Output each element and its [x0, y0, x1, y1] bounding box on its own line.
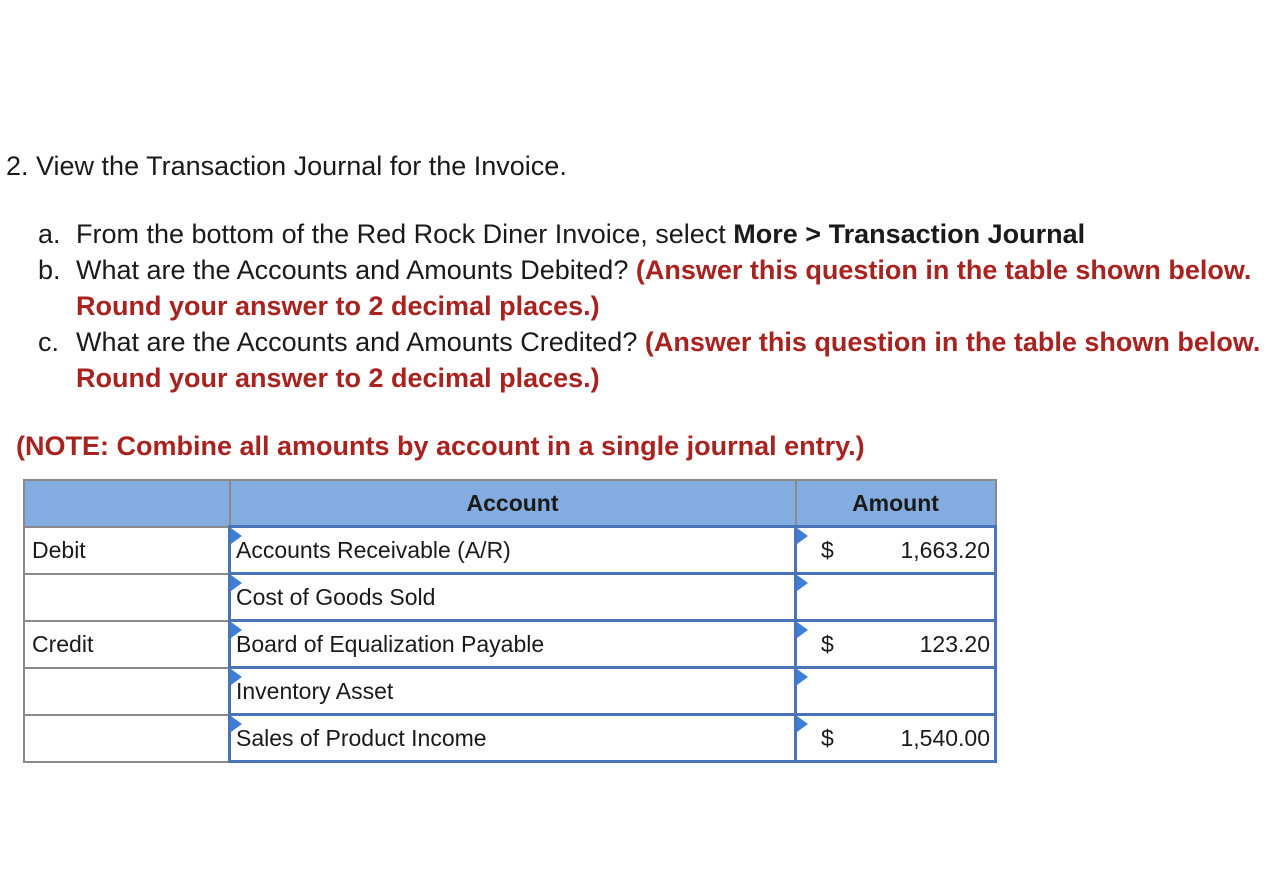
menu-separator: >	[797, 219, 829, 249]
currency-symbol: $	[821, 724, 834, 751]
row-label: Credit	[24, 621, 230, 668]
step-text	[76, 216, 1278, 252]
dropdown-marker-icon	[797, 669, 808, 685]
amount-input[interactable]	[796, 668, 996, 715]
step-b-text: What are the Accounts and Amounts Debited?	[76, 255, 636, 285]
step-letter: b.	[38, 255, 61, 285]
steps-list	[38, 216, 1278, 396]
table-row	[24, 574, 996, 621]
table-row	[24, 621, 996, 668]
menu-more: More	[733, 219, 798, 249]
account-select[interactable]	[230, 668, 796, 715]
account-value: Inventory Asset	[236, 677, 394, 704]
amount-input[interactable]	[796, 715, 996, 762]
dropdown-marker-icon	[797, 528, 808, 544]
header-amount: Amount	[796, 480, 996, 527]
header-label	[24, 480, 230, 527]
step-c-text: What are the Accounts and Amounts Credited?	[76, 327, 645, 357]
amount-value: 123.20	[919, 630, 990, 657]
step-a-text: From the bottom of the Red Rock Diner Invoice, select	[76, 219, 734, 249]
step-c	[38, 324, 1278, 396]
step-a	[38, 216, 1278, 252]
combine-note: (NOTE: Combine all amounts by account in a single journal entry.)	[16, 431, 865, 461]
account-value: Cost of Goods Sold	[236, 583, 436, 610]
step-letter: c.	[38, 327, 60, 357]
row-label	[24, 715, 230, 762]
account-select[interactable]	[230, 621, 796, 668]
dropdown-marker-icon	[797, 622, 808, 638]
table-header-row	[24, 480, 996, 527]
table-row	[24, 527, 996, 574]
account-value: Accounts Receivable (A/R)	[236, 536, 511, 563]
dropdown-marker-icon	[231, 528, 242, 544]
currency-symbol: $	[821, 536, 834, 563]
dropdown-marker-icon	[797, 716, 808, 732]
account-select[interactable]	[230, 527, 796, 574]
step-b	[38, 252, 1278, 324]
dropdown-marker-icon	[231, 575, 242, 591]
dropdown-marker-icon	[231, 622, 242, 638]
amount-value: 1,663.20	[900, 536, 990, 563]
amount-input[interactable]	[796, 574, 996, 621]
currency-symbol: $	[821, 630, 834, 657]
table-row	[24, 668, 996, 715]
account-value: Board of Equalization Payable	[236, 630, 545, 657]
dropdown-marker-icon	[797, 575, 808, 591]
amount-value: 1,540.00	[900, 724, 990, 751]
step-text	[76, 324, 1278, 396]
journal-table	[23, 479, 997, 763]
account-select[interactable]	[230, 715, 796, 762]
amount-input[interactable]	[796, 527, 996, 574]
row-label	[24, 574, 230, 621]
question-heading: 2. View the Transaction Journal for the Invoice.	[6, 151, 567, 181]
row-label: Debit	[24, 527, 230, 574]
dropdown-marker-icon	[231, 669, 242, 685]
amount-input[interactable]	[796, 621, 996, 668]
header-account: Account	[230, 480, 796, 527]
account-value: Sales of Product Income	[236, 724, 487, 751]
row-label	[24, 668, 230, 715]
menu-transaction-journal: Transaction Journal	[828, 219, 1086, 249]
step-b-note: (Answer this question in the table shown below. Round your answer to 2 decimal places.)	[76, 255, 1252, 321]
table-row	[24, 715, 996, 762]
step-letter: a.	[38, 219, 61, 249]
step-text	[76, 252, 1278, 324]
step-c-note: (Answer this question in the table shown below. Round your answer to 2 decimal places.)	[76, 327, 1261, 393]
account-select[interactable]	[230, 574, 796, 621]
dropdown-marker-icon	[231, 716, 242, 732]
